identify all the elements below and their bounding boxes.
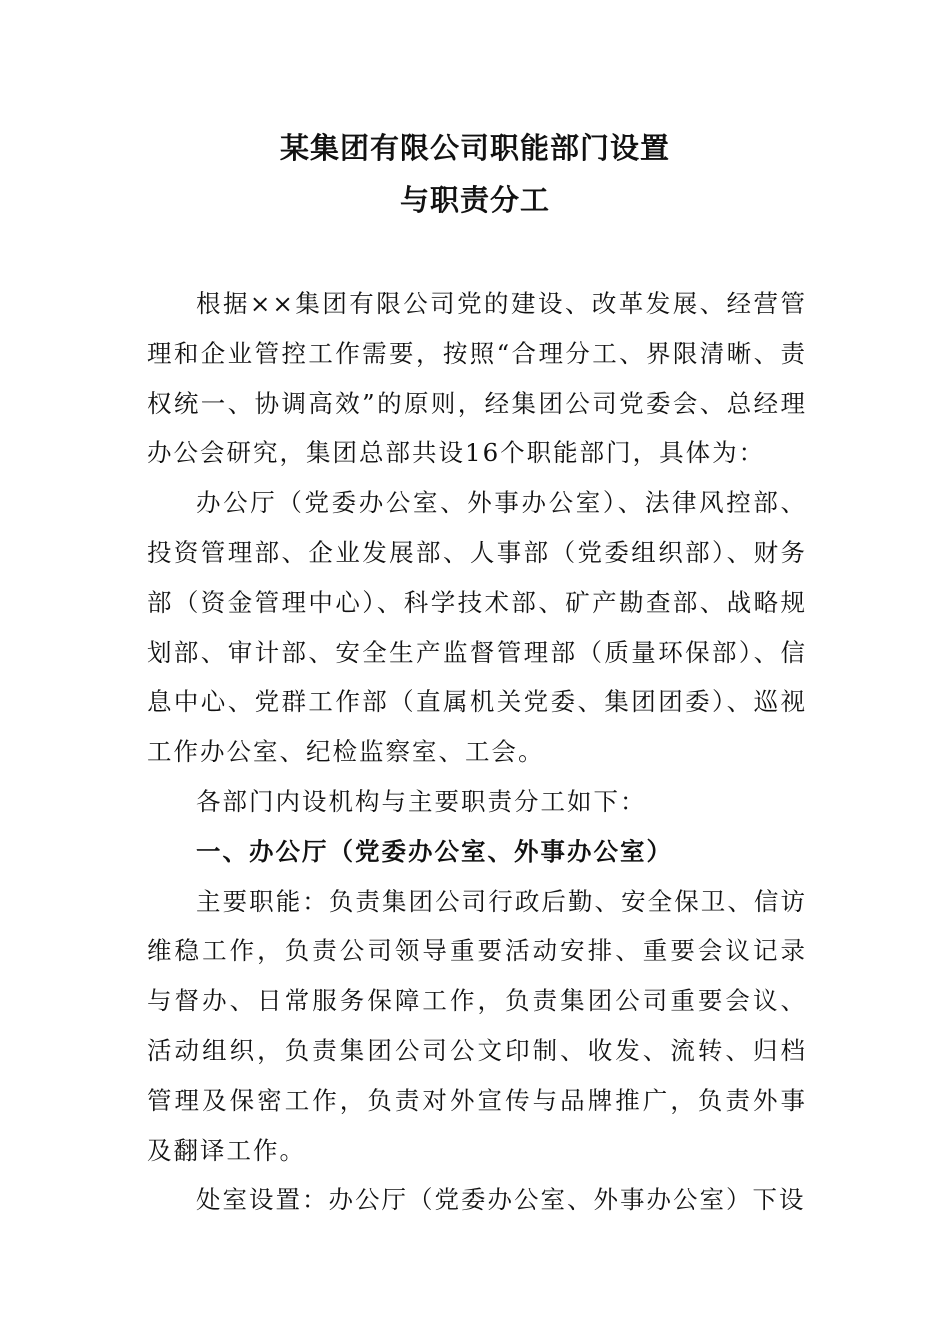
section-heading-general-office: 一、办公厅（党委办公室、外事办公室） — [196, 836, 673, 866]
document-title-line-2: 与职责分工 — [399, 183, 550, 217]
office-setup-paragraph: 处室设置：办公厅（党委办公室、外事办公室）下设 — [196, 1185, 806, 1215]
document-title-line-1: 某集团有限公司职能部门设置 — [279, 131, 670, 165]
main-functions-paragraph: 主要职能：负责集团公司行政后勤、安全保卫、信访维稳工作，负责公司领导重要活动安排、重要会议记录与督办、日常服务保障工作，负责集团公司重要会议、活动组织，负责集团公司公文印制、收发、流转、归档管理及保密工作，负责对外宣传与品牌推广，负责外事及翻译工作。 — [147, 886, 807, 1165]
division-intro-paragraph: 各部门内设机构与主要职责分工如下： — [196, 786, 647, 816]
department-list-paragraph: 办公厅（党委办公室、外事办公室）、法律风控部、投资管理部、企业发展部、人事部（党委组织部）、财务部（资金管理中心）、科学技术部、矿产勘查部、战略规划部、审计部、安全生产监督管理部（质量环保部）、信息中心、党群工作部（直属机关党委、集团团委）、巡视工作办公室、纪检监察室、工会。 — [147, 488, 807, 767]
intro-paragraph: 根据××集团有限公司党的建设、改革发展、经营管理和企业管控工作需要，按照“合理分工、界限清晰、责权统一、协调高效”的原则，经集团公司党委会、总经理办公会研究，集团总部共设16个职能部门，具体为： — [147, 289, 807, 468]
document-body — [147, 279, 807, 1225]
